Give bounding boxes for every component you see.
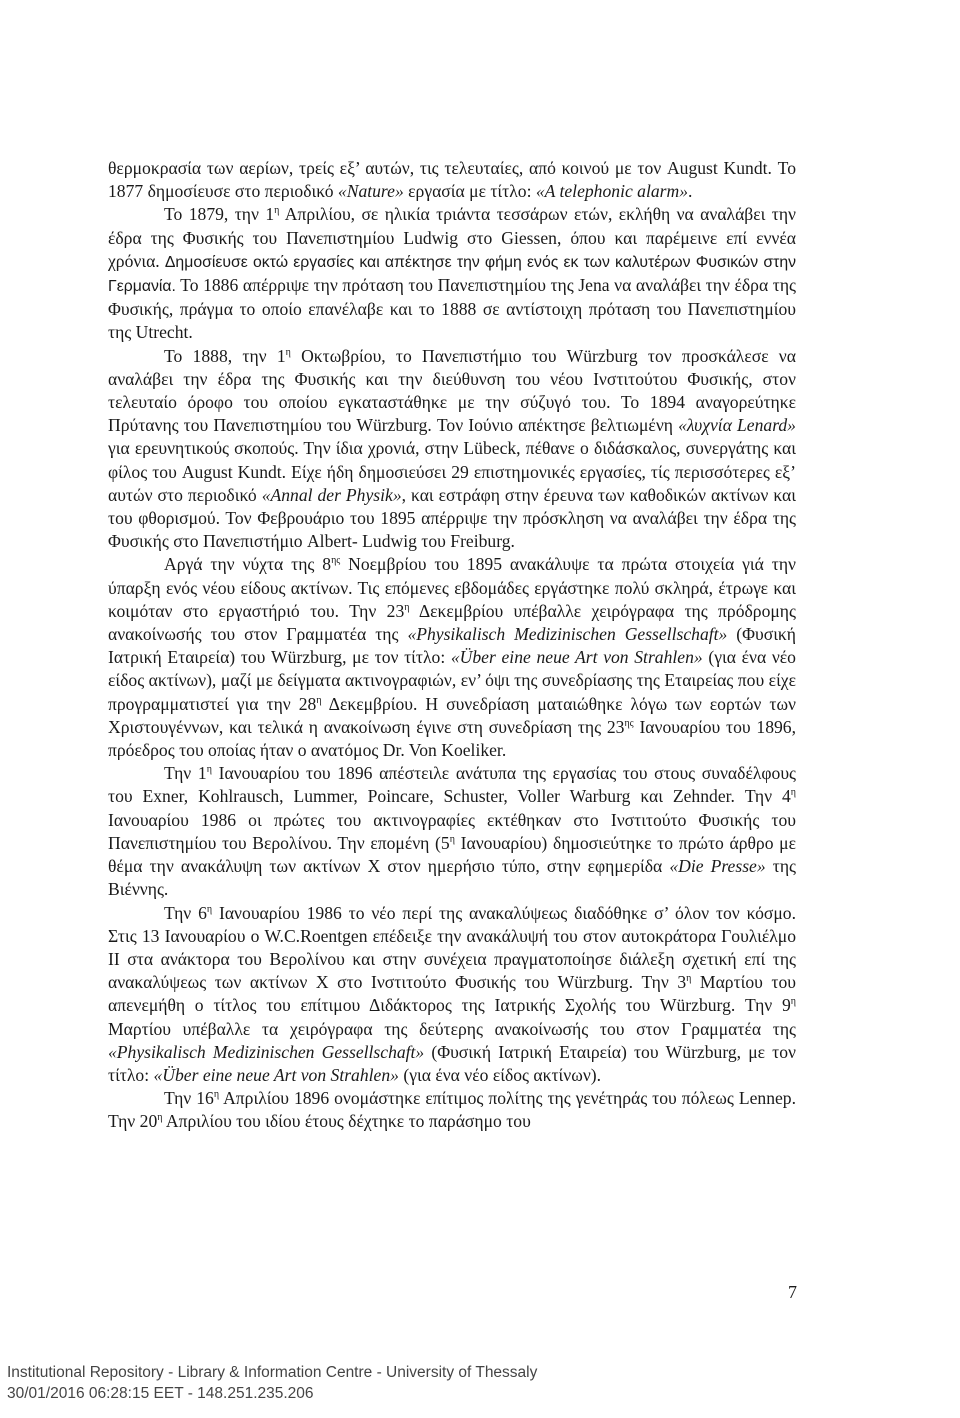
italic-title: «λυχνία Lenard» <box>678 415 796 436</box>
superscript-ordinal: η <box>157 1112 163 1124</box>
text-run: της Βιέννης. <box>108 856 796 900</box>
italic-title: «Die Presse» <box>669 856 766 877</box>
text-run: Αργά την νύχτα της 8 <box>164 554 332 575</box>
text-run: Νοεμβρίου του 1895 ανακάλυψε τα πρώτα στοιχεία γιά την ύπαρξη ενός νέου είδους ακτίνων. Τις επόμενες εβδομάδες εργάστηκε πολύ σκληρά, έτρωγε και κοιμόταν στο εργαστήριό του. Την 23 <box>108 554 796 621</box>
superscript-ordinal: η <box>213 1089 220 1101</box>
superscript-ordinal: η <box>686 973 692 985</box>
text-run: Απριλίου του ιδίου έτους δέχτηκε το παράσημο του <box>162 1111 531 1132</box>
superscript-ordinal: η <box>274 205 280 217</box>
text-run: (Φυσική Ιατρική Εταιρεία) του Würzburg, με τον τίτλο: <box>108 624 796 668</box>
paragraph <box>108 157 796 203</box>
text-run: Ιανουαρίου του 1896 απέστειλε ανάτυπα της εργασίας του στους συναδέλφους του Exner, Kohlrausch, Lummer, Poincare, Schuster, Voller Warburg και Zehnder. Την 4 <box>108 763 796 807</box>
text-run: Το 1886 απέρριψε την πρόταση του Πανεπιστημίου της Jena να αναλάβει την έδρα της Φυσικής, πράγμα το οποίο επανέλαβε και το 1888 σε αντίστοιχη πρόταση του Πανεπιστημίου της Utrecht. <box>108 275 796 343</box>
text-run: Ιανουαρίου) δημοσιεύτηκε το πρώτο άρθρο με θέμα την ανακάλυψη των ακτίνων X στον ημερήσιο τύπο, στην εφημερίδα <box>108 832 796 877</box>
text-run: Ιανουαρίου 1986 το νέο περί της ανακαλύψεως διαδόθηκε σ’ όλον τον κόσμο. Στις 13 Ιανουαρίου ο W.C.Roentgen επέδειξε την ανακάλυψή του στον αυτοκράτορα Γουλιέλμο ΙΙ στα ανάκτορα του Βερολίνου και στην συνέχεια πραγματοποίησε διάλεξη σχετική επί της ανακαλύψεως των ακτίνων X στο Ινστιτούτο Φυσικής του Würzburg. Την 3 <box>108 902 796 993</box>
italic-title: «Physikalisch Medizinischen Gessellschaft» <box>108 1041 425 1062</box>
text-run: Το 1888, την 1 <box>164 345 286 366</box>
italic-title: «Nature» <box>337 181 404 202</box>
text-run: Την 1 <box>164 763 207 784</box>
text-run: Δημοσίευσε οκτώ εργασίες και απέκτησε την φήμη ενός εκ των καλυτέρων Φυσικών στην Γερμανία. <box>108 253 796 296</box>
text-run: εργασία με τίτλο: <box>403 181 536 202</box>
text-run: Ιανουαρίου 1986 οι πρώτες του ακτινογραφίες εκτέθηκαν στο Ινστιτούτο Φυσικής του Πανεπιστημίου του Βερολίνου. Την επομένη (5 <box>108 809 796 853</box>
superscript-ordinal: η <box>206 764 212 776</box>
superscript-ordinal: η <box>790 996 796 1008</box>
footer-line-timestamp: 30/01/2016 06:28:15 EET - 148.251.235.206 <box>7 1385 314 1402</box>
text-run: Οκτωβρίου, το Πανεπιστήμιο του Würzburg τον προσκάλεσε να αναλάβει την έδρα της Φυσικής και την διεύθυνση του νέου Ινστιτούτου Φυσικής, στον τελευταίο όροφο του οποίου εγκαταστάθηκε με την σύζυγό του. Το 1894 αναγορεύτηκε Πρύτανης του Πανεπιστημίου του Würzburg. Τον Ιούνιο απέκτησε βελτιωμένη <box>108 345 796 436</box>
superscript-ordinal: ης <box>624 717 634 729</box>
text-run: για ερευνητικούς σκοπούς. Την ίδια χρονιά, στην Lübeck, πέθανε ο διδάσκαλος, συνεργάτης και φίλος του August Kundt. Είχε ήδη δημοσιεύσει 29 επιστημονικές εργασίες, τίς περισσότερες εξ’ αυτών στο περιοδικό <box>108 438 796 505</box>
page-number: 7 <box>788 1282 797 1302</box>
paragraph <box>108 553 796 762</box>
superscript-ordinal: η <box>404 601 410 613</box>
text-run: Το 1879, την 1 <box>164 204 275 225</box>
text-run: Μαρτίου του απενεμήθη ο τίτλος του επίτιμου Διδάκτορος της Ιατρικής Σχολής του Würzburg. Την 9 <box>108 972 797 1016</box>
text-run: . <box>688 181 693 202</box>
text-run: Δεκεμβρίου. Η συνεδρίαση ματαιώθηκε λόγω των εορτών των Χριστουγέννων, και τελικά η ανακοίνωση έγινε στη συνεδρίαση της 23 <box>108 693 796 737</box>
italic-title: «Annal der Physik» <box>261 484 402 505</box>
paragraph <box>108 902 796 1088</box>
italic-title: «Über eine neue Art von Strahlen» <box>450 647 703 668</box>
repository-footer <box>7 1362 537 1404</box>
text-run: Την 16 <box>164 1088 214 1109</box>
superscript-ordinal: ης <box>331 555 341 567</box>
superscript-ordinal: η <box>206 903 213 915</box>
superscript-ordinal: η <box>790 787 796 799</box>
text-run: Απριλίου 1896 ονομάστηκε επίτιμος πολίτης της γενέτηράς του πόλεως Lennep. Την 20 <box>108 1088 796 1132</box>
text-run: , και εστράφη στην έρευνα των καθοδικών ακτίνων και του φθορισμού. Τον Φεβρουάριο του 1895 απέρριψε την πρόσκληση να αναλάβει την έδρα της Φυσικής στο Πανεπιστήμιο Albert- Ludwig του Freiburg. <box>108 484 797 552</box>
footer-line-repository: Institutional Repository - Library & Information Centre - University of Thessaly <box>7 1364 538 1381</box>
superscript-ordinal: η <box>285 346 291 358</box>
text-run: Μαρτίου υπέβαλλε τα χειρόγραφα της δεύτερης ανακοίνωσής του στον Γραμματέα της <box>108 1018 796 1039</box>
paragraph <box>108 203 796 344</box>
paragraph <box>108 762 796 901</box>
text-run: (για ένα νέο είδος ακτίνων), μαζί με δείγματα ακτινογραφιών, εν’ όψι της συνεδρίασης της Εταιρείας που είχε προγραμματιστεί για την 28 <box>108 647 796 714</box>
text-run: Δεκεμβρίου υπέβαλλε χειρόγραφα της πρόδρομης ανακοίνωσής του στον Γραμματέα της <box>108 600 796 645</box>
text-run: θερμοκρασία των αερίων, τρείς εξ’ αυτών, τις τελευταίες, από κοινού με τον August Kundt. Το 1877 δημοσίευσε στο περιοδικό <box>108 158 796 202</box>
text-run: (για ένα νέο είδος ακτίνων). <box>398 1064 602 1085</box>
italic-title: «Physikalisch Medizinischen Gessellschaft» <box>407 624 728 645</box>
superscript-ordinal: η <box>449 833 455 845</box>
text-run: Ιανουαρίου του 1896, πρόεδρος του οποίας ήταν ο ανατόμος Dr. Von Koeliker. <box>108 716 796 761</box>
paragraph <box>108 345 796 554</box>
text-run: Την 6 <box>164 902 207 923</box>
text-run: (Φυσική Ιατρική Εταιρεία) του Würzburg, με τον τίτλο: <box>108 1041 796 1085</box>
text-run: Απριλίου, σε ηλικία τριάντα τεσσάρων ετών, εκλήθη να αναλάβει την έδρα της Φυσικής του Πανεπιστημίου Ludwig στο Giessen, όπου και παρέμεινε επί εννέα χρόνια. <box>108 204 796 271</box>
paragraph <box>108 1087 796 1133</box>
italic-title: «Über eine neue Art von Strahlen» <box>153 1064 399 1085</box>
italic-title: «A telephonic alarm» <box>535 181 688 202</box>
superscript-ordinal: η <box>316 694 322 706</box>
document-body <box>108 157 796 1134</box>
